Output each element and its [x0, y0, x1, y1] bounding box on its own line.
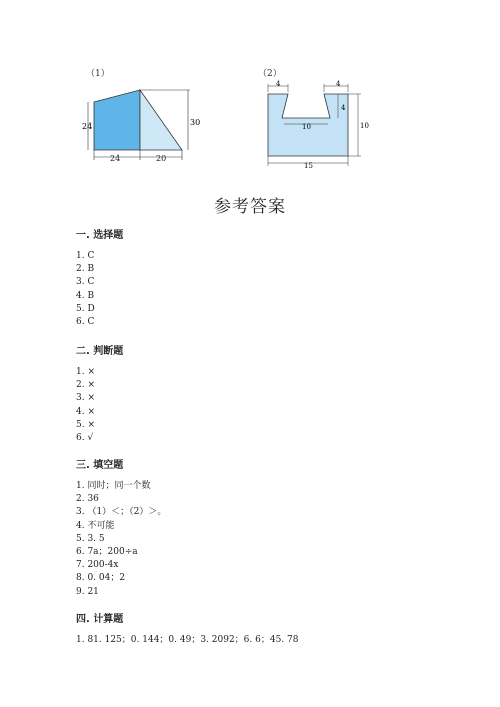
fig1-dim-bottom-left: 24 [110, 154, 121, 163]
fig2-dim-top-right: 4 [336, 80, 341, 88]
fig2-dim-height: 10 [360, 122, 369, 130]
answer-item: 1. 同时；同一个数 [76, 481, 151, 491]
trapezoid-shape [94, 90, 140, 150]
answer-item: 1. × [76, 367, 95, 377]
answer-item: 4. B [76, 290, 95, 301]
triangle-shape [140, 90, 182, 150]
answer-item: 8. 0. 04；2 [76, 573, 126, 584]
section-heading-choice: 一. 选择题 [76, 230, 124, 241]
figure-2-label: （2） [258, 69, 282, 79]
answer-item: 9. 21 [76, 586, 99, 597]
fig1-dim-bottom-right: 20 [156, 154, 167, 163]
answer-item: 2. × [76, 380, 95, 391]
answer-item: 1. C [76, 251, 95, 261]
answer-item: 6. 7a；200÷a [76, 547, 138, 558]
answer-item: 1. 81. 125；0. 144；0. 49；3. 2092；6. 6；45. 78 [76, 635, 299, 645]
section-heading-calc: 四. 计算题 [76, 614, 124, 625]
figure-1-label: （1） [86, 69, 110, 79]
answer-item: 3. × [76, 393, 95, 404]
answer-item: 3. （1）＜；（2）＞。 [76, 507, 167, 518]
section-choice-list [76, 250, 95, 329]
answer-item: 5. × [76, 419, 95, 430]
fig2-dim-inner-width: 10 [302, 123, 311, 131]
answer-item: 6. C [76, 317, 95, 328]
fig1-dim-left: 24 [82, 122, 93, 131]
figure-1-diagram [80, 80, 200, 165]
section-heading-fill: 三. 填空题 [76, 460, 124, 471]
section-fill-list [76, 480, 166, 599]
answer-item: 5. 3. 5 [76, 533, 105, 544]
fig2-dim-top-left: 4 [276, 80, 281, 88]
page-title: 参考答案 [214, 197, 286, 217]
answer-item: 3. C [76, 277, 95, 288]
section-calc-list [76, 634, 298, 647]
figure-2-diagram [262, 78, 372, 170]
fig1-dim-right: 30 [190, 118, 200, 127]
answer-item: 2. 36 [76, 494, 99, 505]
section-judgment-list [76, 366, 95, 445]
answer-item: 6. √ [76, 433, 94, 444]
answer-item: 7. 200-4x [76, 560, 119, 571]
answer-item: 2. B [76, 264, 95, 275]
answer-item: 4. × [76, 406, 95, 417]
answer-item: 5. D [76, 303, 95, 314]
section-heading-judgment: 二. 判断题 [76, 346, 124, 357]
fig2-dim-bottom: 15 [304, 162, 313, 170]
fig2-dim-inner-depth: 4 [341, 104, 346, 112]
answer-item: 4. 不可能 [76, 520, 115, 531]
